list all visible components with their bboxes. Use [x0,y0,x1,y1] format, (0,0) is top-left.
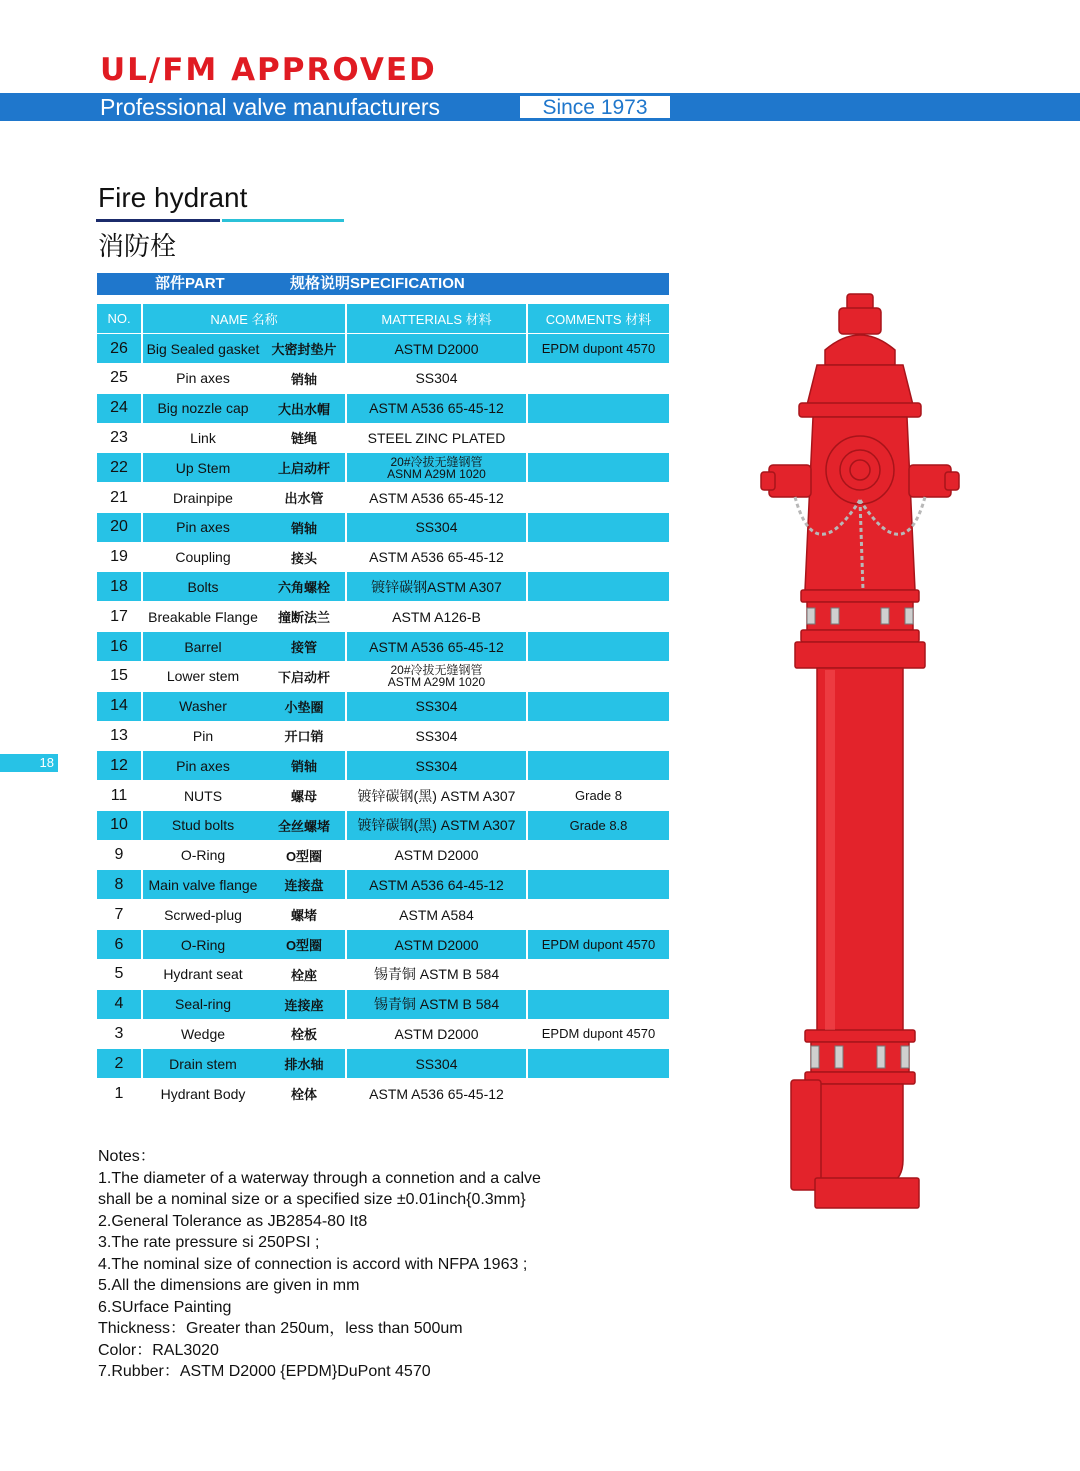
part-material: 锡青铜 ASTM B 584 [347,990,526,1019]
part-number: 11 [110,786,128,804]
part-number: 2 [97,1049,141,1078]
part-name: Pin axes [176,370,230,387]
notes-line: 2.General Tolerance as JB2854-80 It8 [98,1212,368,1230]
notes-line: 4.The nominal size of connection is accord with NFPA 1963 ; [98,1255,528,1273]
part-name-cn: 连接座 [263,990,345,1019]
notes-line: 1.The diameter of a waterway through a connetion and a calve [98,1169,541,1187]
table-row [97,960,669,989]
part-name: O-Ring [143,930,263,959]
part-material: ASTM A536 65-45-12 [369,549,504,566]
part-name-cn: 出水管 [284,491,324,506]
part-material: SS304 [347,692,526,721]
part-name: Washer [143,692,263,721]
part-comment [528,900,669,929]
part-name-cn: 销轴 [263,513,345,542]
part-material [347,662,526,691]
part-comment [528,960,669,989]
group-part-label: 部件PART [155,275,225,292]
part-comment [528,632,669,661]
part-name: Big Sealed gasket [143,334,263,363]
col-name: NAME 名称 [143,304,345,333]
table-row [97,811,669,840]
part-name-cn: 螺堵 [290,908,317,924]
part-name-cn: 全丝螺堵 [263,811,345,840]
table-row [97,483,669,512]
table-row [97,423,669,452]
part-material: ASTM D2000 [347,930,526,959]
table-row [97,572,669,601]
part-comment [528,751,669,780]
part-comment [528,721,669,750]
table-row [97,721,669,750]
page-title-cn: 消防栓 [98,232,177,262]
part-name: Up Stem [143,453,263,482]
part-number: 4 [97,990,141,1019]
part-material-line1: 20#冷拔无缝钢管 [390,454,483,469]
part-number: 6 [97,930,141,959]
table-row [97,602,669,631]
part-comment [528,513,669,542]
part-material: ASTM A584 [399,906,474,923]
table-row [97,990,669,1019]
part-material: ASTM A536 65-45-12 [347,632,526,661]
part-comment [528,483,669,512]
part-name-cn: 下启动杆 [277,669,330,685]
part-number: 26 [97,334,141,363]
part-name-cn: 六角螺栓 [263,572,345,601]
part-number: 15 [110,667,128,685]
notes-line: Notes： [98,1148,156,1165]
part-comment: EPDM dupont 4570 [528,334,669,363]
part-number: 21 [110,488,128,506]
part-name: Hydrant Body [160,1085,246,1102]
table-row [97,632,669,661]
part-comment [528,423,669,452]
table-row [97,1019,669,1048]
table-row [97,453,669,482]
part-name-cn: 栓座 [290,967,317,983]
table-row [97,543,669,572]
part-number: 24 [97,394,141,423]
part-comment [528,870,669,899]
part-name-cn: 连接盘 [263,870,345,899]
part-name-cn: 大密封垫片 [263,334,345,363]
part-name-cn: 链绳 [290,431,317,447]
title-underline-dark [96,219,220,222]
part-name: Barrel [143,632,263,661]
part-name: Link [190,429,216,446]
part-comment [528,394,669,423]
part-name: Pin axes [143,513,263,542]
part-material: 镀锌碳钢(黑) ASTM A307 [357,787,516,804]
tagline: Professional valve manufacturers [100,94,441,120]
part-name: Main valve flange [143,870,263,899]
part-name: Lower stem [166,668,240,685]
part-name-cn: 螺母 [290,789,317,804]
part-name: Seal-ring [143,990,263,1019]
part-comment [528,602,669,631]
part-material: SS304 [415,727,458,744]
part-name: O-Ring [180,847,226,864]
part-material: 锡青铜 ASTM B 584 [373,966,500,983]
notes-line: 3.The rate pressure si 250PSI ; [98,1234,320,1251]
table-row [97,364,669,393]
table-row [97,930,669,959]
part-name: Pin [192,727,214,744]
part-comment: EPDM dupont 4570 [541,1026,656,1042]
part-material: SS304 [347,513,526,542]
part-comment [528,990,669,1019]
part-name: Drainpipe [173,489,233,506]
notes-line: shall be a nominal size or a specified size ±0.01inch{0.3mm} [98,1191,526,1208]
title-underline-light [222,219,344,222]
table-row [97,870,669,899]
part-comment: Grade 8.8 [528,811,669,840]
part-number: 14 [97,692,141,721]
part-name: Bolts [143,572,263,601]
page-title-en: Fire hydrant [98,182,248,213]
part-number: 20 [97,513,141,542]
table-row [97,662,669,691]
part-number: 18 [97,572,141,601]
part-material-line2: ASTM A29M 1020 [387,675,486,690]
part-name-cn: 小垫圈 [263,692,345,721]
part-comment [528,572,669,601]
part-number: 5 [114,965,124,983]
table-group-header [97,273,669,295]
part-name-cn: 排水轴 [263,1049,345,1078]
notes-line: 6.SUrface Painting [98,1298,232,1316]
part-material-line1: 20#冷拔无缝钢管 [390,663,483,678]
part-material: 镀锌碳钢(黑) ASTM A307 [347,811,526,840]
fire-hydrant-photo [755,290,965,1220]
part-material: SS304 [347,1049,526,1078]
part-number: 25 [110,369,128,387]
part-comment [528,662,669,691]
part-name: Pin axes [143,751,263,780]
table-row [97,513,669,542]
table-column-header [97,304,669,333]
part-number: 1 [114,1084,124,1102]
brand-title: UL/FM APPROVED [100,52,437,88]
table-row [97,334,669,363]
table-row [97,841,669,870]
part-number: 3 [114,1024,124,1042]
part-material: ASTM A536 64-45-12 [347,870,526,899]
part-name: Breakable Flange [148,608,258,625]
notes-line: Color：RAL3020 [98,1341,219,1359]
part-name-cn: 接管 [263,632,345,661]
part-name: Big nozzle cap [143,394,263,423]
part-comment [528,453,669,482]
part-comment: Grade 8 [575,788,622,803]
part-name-cn: O型圈 [263,930,345,959]
part-material: SS304 [347,751,526,780]
col-comments: COMMENTS 材料 [528,304,669,333]
part-material: ASTM A536 65-45-12 [347,394,526,423]
part-number: 8 [97,870,141,899]
part-material: ASTM D2000 [394,1025,479,1042]
part-number: 7 [114,905,124,923]
part-name: Wedge [180,1025,226,1042]
col-no: NO. [97,304,141,333]
table-row [97,900,669,929]
part-comment [528,543,669,572]
part-name: Scrwed-plug [164,906,242,923]
part-name: NUTS [183,787,223,804]
part-name-cn: 大出水帽 [263,394,345,423]
part-name: Hydrant seat [163,966,243,983]
part-material: 镀锌碳钢ASTM A307 [347,572,526,601]
table-row [97,751,669,780]
part-material: ASTM D2000 [347,334,526,363]
part-comment [528,692,669,721]
part-comment [528,841,669,870]
part-number: 23 [110,428,128,446]
table-row [97,394,669,423]
part-comment [528,1079,669,1108]
table-row [97,692,669,721]
part-material: STEEL ZINC PLATED [367,429,506,446]
part-number: 10 [97,811,141,840]
part-name: Stud bolts [143,811,263,840]
part-name-cn: 开口销 [284,729,324,745]
part-number: 17 [110,607,128,625]
since-badge: Since 1973 [520,96,670,118]
part-material: ASTM A536 65-45-12 [369,1085,504,1102]
part-name-cn: 销轴 [290,371,317,387]
part-name-cn: 销轴 [263,751,345,780]
part-material: ASTM A126-B [392,608,481,625]
part-material [347,453,526,482]
col-materials: MATTERIALS 材料 [347,304,526,333]
part-number: 16 [97,632,141,661]
part-number: 13 [110,726,128,744]
part-material: ASTM D2000 [394,847,479,864]
notes-line: Thickness：Greater than 250um，less than 500um [98,1320,463,1337]
part-number: 12 [97,751,141,780]
table-row [97,1079,669,1108]
notes [98,1146,658,1383]
part-number: 22 [97,453,141,482]
part-name: Coupling [175,549,231,566]
page-number-tab: 18 [0,754,58,772]
part-comment: EPDM dupont 4570 [528,930,669,959]
part-name-cn: O型圈 [285,848,323,864]
part-comment [528,364,669,393]
table-row [97,781,669,810]
table-row [97,1049,669,1078]
notes-line: 7.Rubber：ASTM D2000 {EPDM}DuPont 4570 [98,1363,431,1380]
part-name-cn: 栓板 [290,1027,317,1043]
part-name: Drain stem [143,1049,263,1078]
part-comment [528,1049,669,1078]
group-spec-label: 规格说明SPECIFICATION [290,275,465,292]
part-material: ASTM A536 65-45-12 [369,489,504,506]
part-name-cn: 栓体 [290,1087,317,1102]
part-number: 9 [114,846,124,864]
part-number: 19 [110,548,128,566]
notes-line: 5.All the dimensions are given in mm [98,1277,360,1294]
part-material: SS304 [415,370,458,387]
part-name-cn: 上启动杆 [263,453,345,482]
part-material-line2: ASNM A29M 1020 [387,466,486,481]
part-name-cn: 接头 [290,550,317,566]
part-name-cn: 撞断法兰 [277,610,330,626]
